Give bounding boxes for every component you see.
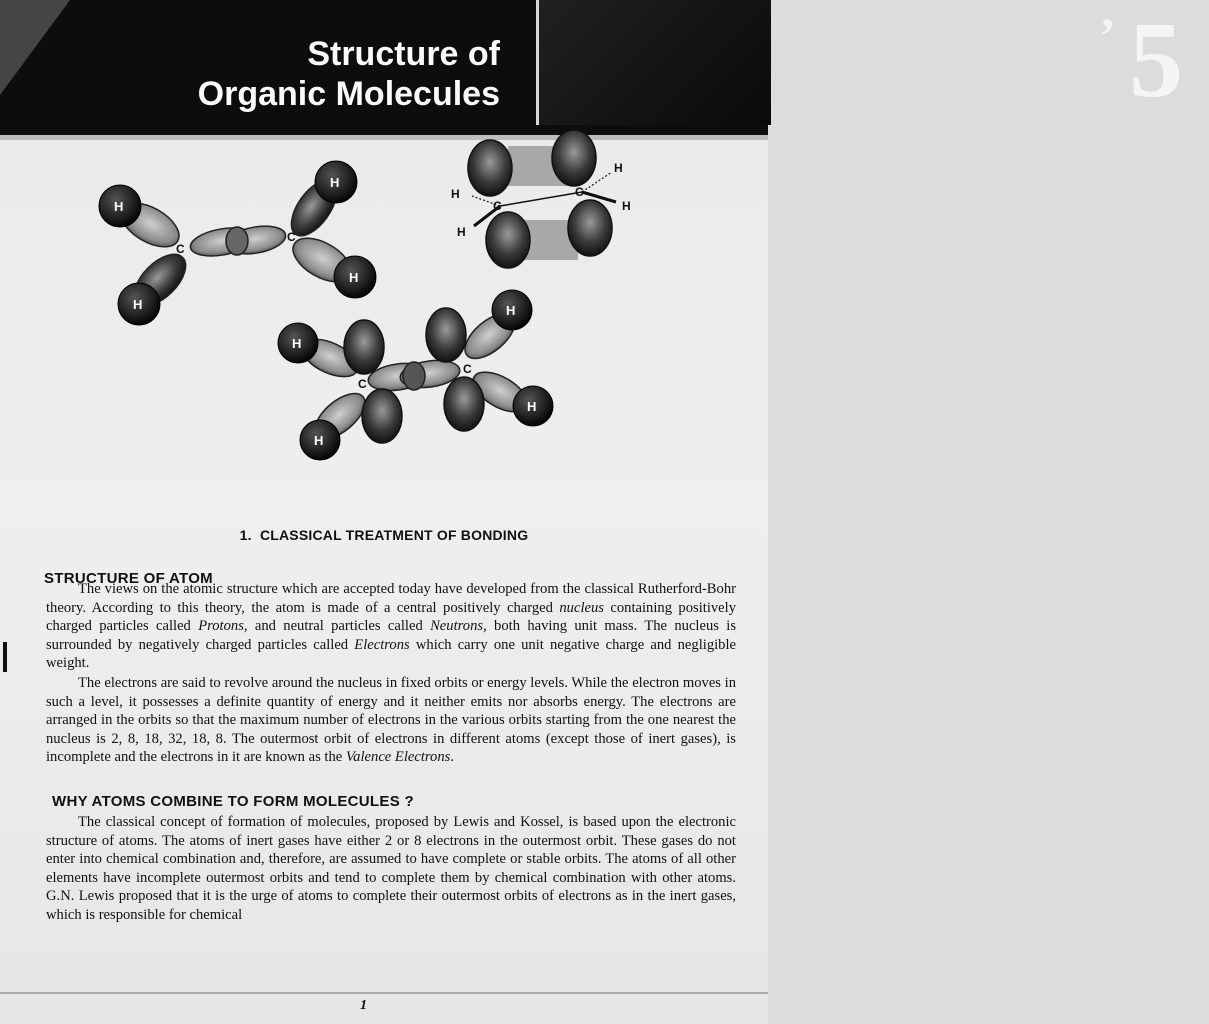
p-orbital-lobe xyxy=(568,200,612,256)
chapter-title-line-2: Organic Molecules xyxy=(197,75,500,113)
text-run: The electrons are said to revolve around the nucleus in fixed orbits or energy levels. While the electron moves in such a level, it possesses a definite quantity of energy and it neither emits nor absorbs energy. The electrons are arranged in the orbits so that the maximum number of electrons in the various orbits starting from the one nearest the nucleus is 2, 8, 18, 32, 18, 8. The outermost orbit of electrons in different atoms (except those of inert gases), is incomplete and the electrons in it are known as the xyxy=(46,675,736,765)
term-valence-electrons: Valence Electrons xyxy=(345,749,451,765)
p-orbital-lobe xyxy=(468,140,512,196)
atom-label-h: H xyxy=(314,433,324,448)
text-run: The views on the atomic structure which are accepted today have developed from the classical Rutherford-Bohr theory. According to this theory, the atom is made of a central positively charged xyxy=(46,581,736,616)
term-protons: Protons xyxy=(198,618,244,634)
text-run: , and neutral particles called xyxy=(243,618,431,634)
paragraph-lewis-kossel xyxy=(46,813,736,924)
molecule-sp2-center xyxy=(278,290,553,460)
orbital-overlap xyxy=(226,227,248,255)
atom-label-h: H xyxy=(292,336,302,351)
atom-label-h: H xyxy=(451,187,460,201)
molecule-sp-left xyxy=(99,161,376,325)
atom-label-c: C xyxy=(287,230,296,244)
term-nucleus: nucleus xyxy=(559,599,604,616)
chapter-title-line-1: Structure of xyxy=(307,35,500,73)
chapter-title xyxy=(110,34,500,114)
p-orbital-lobe xyxy=(486,212,530,268)
atom-label-c: C xyxy=(575,185,584,199)
text-run: The classical concept of formation of molecules, proposed by Lewis and Kossel, is based upon the electronic structure of atoms. The atoms of inert gases have either 2 or 8 electrons in the outermost orbit. These gases do not enter into chemical combination and, therefore, are assumed to have complete or stable orbits. The atoms of all other elements have incomplete outermost orbits and tend to complete them by chemical combination with other atoms. G.N. Lewis proposed that it is the urge of atoms to complete their outermost orbits of electrons as in the inert gases, which is responsible for chemical xyxy=(46,814,736,923)
orbital-diagram-figure xyxy=(0,140,768,500)
section-title-text: CLASSICAL TREATMENT OF BONDING xyxy=(259,527,529,543)
text-run: containing positively charged particles called xyxy=(46,599,736,634)
page-bottom-edge xyxy=(0,992,768,994)
margin-ink-mark xyxy=(3,642,7,672)
chapter-number-panel xyxy=(536,0,1183,125)
atom-label-h: H xyxy=(457,225,466,239)
atom-label-h: H xyxy=(114,199,124,214)
p-orbital-lobe xyxy=(426,308,466,362)
atom-label-h: H xyxy=(506,303,516,318)
text-run: which carry one unit negative charge and negligible weight. xyxy=(46,636,736,671)
text-run: , both having unit mass. The nucleus is surrounded by negatively charged particles called xyxy=(46,618,736,653)
sigma-bond-line xyxy=(500,192,582,206)
paragraph-atom-structure xyxy=(46,580,736,673)
header-corner-graphic xyxy=(0,0,70,95)
atom-label-h: H xyxy=(614,161,623,175)
atom-label-c: C xyxy=(176,242,185,256)
molecule-pi-bond xyxy=(451,130,631,268)
paragraph-electron-orbits xyxy=(46,674,736,767)
p-orbital-lobe xyxy=(444,377,484,431)
subheading-why-atoms-combine: WHY ATOMS COMBINE TO FORM MOLECULES ? xyxy=(52,793,414,810)
chapter-quote-mark: ’ xyxy=(1099,7,1116,63)
p-orbital-lobe xyxy=(552,130,596,186)
section-heading xyxy=(0,527,768,543)
atom-label-c: C xyxy=(358,377,367,391)
page-number: 1 xyxy=(360,998,367,1013)
chapter-header-banner xyxy=(0,0,1183,135)
p-orbital-lobe xyxy=(344,320,384,374)
atom-label-h: H xyxy=(330,175,340,190)
section-number: 1. xyxy=(239,527,252,543)
term-neutrons: Neutrons xyxy=(430,618,484,634)
atom-label-h: H xyxy=(133,297,143,312)
atom-label-c: C xyxy=(493,199,502,213)
atom-label-h: H xyxy=(622,199,631,213)
term-electrons: Electrons xyxy=(354,636,410,653)
atom-label-h: H xyxy=(349,270,359,285)
orbital-overlap xyxy=(403,362,425,390)
chapter-number: 5 xyxy=(1129,1,1183,120)
atom-label-h: H xyxy=(527,399,537,414)
atom-label-c: C xyxy=(463,362,472,376)
p-orbital-lobe xyxy=(362,389,402,443)
text-run: . xyxy=(450,749,454,765)
subheading-structure-of-atom: STRUCTURE OF ATOM xyxy=(44,570,213,587)
